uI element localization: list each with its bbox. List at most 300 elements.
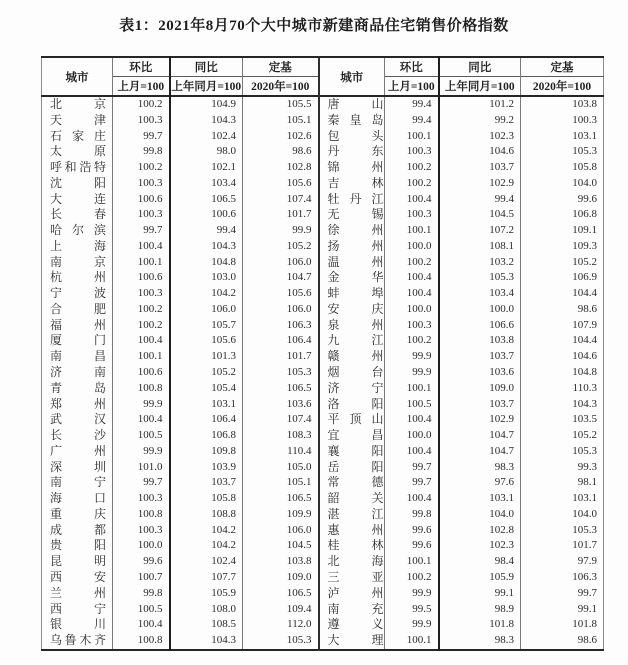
mom-cell: 100.8 [113, 507, 170, 523]
header-yoy-base-right: 上年同月=100 [439, 77, 521, 97]
city-name: 广州 [50, 443, 106, 458]
fixed-cell: 104.3 [521, 397, 604, 413]
city-name: 桂林 [327, 538, 384, 553]
city-cell [42, 460, 113, 476]
city-name: 成都 [50, 522, 106, 537]
mom-cell: 100.1 [113, 349, 170, 365]
city-name: 牡丹江 [327, 191, 384, 206]
mom-cell: 99.4 [385, 96, 439, 113]
fixed-cell: 110.4 [243, 444, 319, 460]
city-name: 北海 [327, 554, 384, 569]
city-name: 无锡 [327, 207, 384, 222]
city-name: 岳阳 [327, 459, 384, 474]
fixed-cell: 107.4 [243, 412, 319, 428]
city-cell [319, 318, 385, 334]
mom-cell: 99.4 [385, 113, 439, 129]
table-row [42, 349, 604, 365]
city-name: 合肥 [50, 301, 106, 316]
city-cell [319, 113, 385, 129]
fixed-cell: 101.7 [243, 349, 319, 365]
city-name: 包头 [327, 128, 384, 143]
city-cell [319, 617, 385, 633]
yoy-cell: 104.7 [439, 444, 521, 460]
mom-cell: 99.9 [385, 349, 439, 365]
header-mom-left: 环比 [113, 57, 170, 77]
fixed-cell: 104.8 [521, 365, 604, 381]
city-cell [42, 507, 113, 523]
city-name: 韶关 [327, 491, 384, 506]
city-cell [319, 349, 385, 365]
city-cell [42, 538, 113, 554]
header-city-right: 城市 [319, 57, 385, 96]
city-name: 吉林 [327, 175, 384, 190]
city-cell [42, 349, 113, 365]
table-row [42, 554, 604, 570]
table-row [42, 207, 604, 223]
city-cell [42, 270, 113, 286]
table-row [42, 381, 604, 397]
table-title: 表1：2021年8月70个大中城市新建商品住宅销售价格指数 [119, 18, 509, 34]
header-city-left: 城市 [65, 71, 89, 84]
mom-cell: 99.7 [113, 223, 170, 239]
fixed-cell: 107.4 [243, 192, 319, 208]
fixed-cell: 106.0 [243, 302, 319, 318]
city-name: 秦皇岛 [327, 112, 384, 127]
city-name: 呼和浩特 [50, 160, 106, 175]
fixed-cell: 98.6 [243, 144, 319, 160]
city-name: 济南 [50, 365, 106, 380]
mom-cell: 99.9 [385, 617, 439, 633]
city-name: 遵义 [327, 617, 384, 632]
table-row [42, 365, 604, 381]
yoy-cell: 105.9 [439, 570, 521, 586]
mom-cell: 100.1 [113, 255, 170, 271]
city-name: 昆明 [50, 554, 106, 569]
city-cell [42, 318, 113, 334]
fixed-cell: 105.3 [521, 144, 604, 160]
fixed-cell: 103.6 [243, 397, 319, 413]
city-name: 平顶山 [327, 412, 384, 427]
mom-cell: 100.5 [113, 602, 170, 618]
yoy-cell: 100.6 [170, 207, 243, 223]
yoy-cell: 102.1 [170, 160, 243, 176]
yoy-cell: 104.0 [439, 507, 521, 523]
city-cell [42, 223, 113, 239]
mom-cell: 100.1 [385, 129, 439, 145]
fixed-cell: 103.8 [243, 554, 319, 570]
city-cell [42, 381, 113, 397]
mom-cell: 100.4 [385, 192, 439, 208]
city-name: 银川 [50, 617, 106, 632]
fixed-cell: 106.5 [243, 381, 319, 397]
fixed-cell: 105.6 [243, 286, 319, 302]
mom-cell: 100.8 [113, 633, 170, 650]
city-cell [319, 586, 385, 602]
city-cell [319, 192, 385, 208]
header-row-main [42, 57, 604, 77]
fixed-cell: 98.6 [521, 633, 604, 650]
table-row [42, 318, 604, 334]
mom-cell: 99.6 [385, 538, 439, 554]
mom-cell: 99.6 [113, 554, 170, 570]
fixed-cell: 104.5 [243, 538, 319, 554]
city-name: 海口 [50, 491, 106, 506]
yoy-cell: 103.7 [439, 397, 521, 413]
city-name: 哈尔滨 [50, 223, 106, 238]
city-name: 乌鲁木齐 [50, 633, 106, 648]
yoy-cell: 105.4 [170, 381, 243, 397]
table-row [42, 270, 604, 286]
city-name: 锦州 [327, 160, 384, 175]
city-cell [42, 333, 113, 349]
price-index-table [41, 56, 604, 651]
yoy-cell: 103.8 [439, 333, 521, 349]
mom-cell: 100.3 [385, 144, 439, 160]
mom-cell: 100.4 [113, 412, 170, 428]
yoy-cell: 103.7 [439, 349, 521, 365]
header-yoy-left: 同比 [170, 57, 243, 77]
city-name: 西安 [50, 569, 106, 584]
fixed-cell: 109.1 [521, 223, 604, 239]
city-cell [42, 176, 113, 192]
city-name: 天津 [50, 112, 106, 127]
fixed-cell: 110.3 [521, 381, 604, 397]
city-cell [42, 444, 113, 460]
table-row [42, 428, 604, 444]
yoy-cell: 101.3 [170, 349, 243, 365]
yoy-cell: 102.9 [439, 176, 521, 192]
table-row [42, 586, 604, 602]
mom-cell: 100.0 [385, 302, 439, 318]
fixed-cell: 105.3 [521, 444, 604, 460]
fixed-cell: 106.8 [521, 207, 604, 223]
table-row [42, 96, 604, 113]
yoy-cell: 104.9 [170, 96, 243, 113]
city-cell [42, 96, 113, 113]
fixed-cell: 104.7 [243, 270, 319, 286]
city-name: 南充 [327, 601, 384, 616]
city-cell [42, 412, 113, 428]
fixed-cell: 105.2 [521, 255, 604, 271]
mom-cell: 100.4 [385, 286, 439, 302]
yoy-cell: 104.5 [439, 207, 521, 223]
yoy-cell: 103.9 [170, 460, 243, 476]
table-row [42, 475, 604, 491]
city-cell [319, 602, 385, 618]
city-cell [319, 223, 385, 239]
mom-cell: 100.3 [113, 113, 170, 129]
fixed-cell: 104.0 [521, 507, 604, 523]
mom-cell: 100.2 [385, 255, 439, 271]
yoy-cell: 106.6 [439, 318, 521, 334]
city-name: 杭州 [50, 270, 106, 285]
city-name: 沈阳 [50, 175, 106, 190]
fixed-cell: 105.3 [243, 365, 319, 381]
yoy-cell: 108.1 [439, 239, 521, 255]
city-name: 青岛 [50, 380, 106, 395]
yoy-cell: 103.4 [170, 176, 243, 192]
fixed-cell: 99.7 [521, 586, 604, 602]
header-fixed-left: 定基 [243, 57, 319, 77]
table-header [42, 57, 604, 96]
table-row [42, 192, 604, 208]
yoy-cell: 103.1 [439, 491, 521, 507]
city-name: 南昌 [50, 349, 106, 364]
city-name: 南宁 [50, 475, 106, 490]
city-name: 长春 [50, 207, 106, 222]
table-row [42, 523, 604, 539]
city-cell [42, 554, 113, 570]
mom-cell: 99.8 [385, 507, 439, 523]
yoy-cell: 109.8 [170, 444, 243, 460]
yoy-cell: 108.8 [170, 507, 243, 523]
table-row [42, 412, 604, 428]
yoy-cell: 104.6 [439, 144, 521, 160]
mom-cell: 100.1 [385, 381, 439, 397]
mom-cell: 100.4 [385, 412, 439, 428]
fixed-cell: 112.0 [243, 617, 319, 633]
yoy-cell: 103.7 [170, 475, 243, 491]
city-cell [42, 255, 113, 271]
city-name: 福州 [50, 317, 106, 332]
city-cell [319, 444, 385, 460]
yoy-cell: 102.9 [439, 412, 521, 428]
fixed-cell: 105.2 [521, 428, 604, 444]
city-name: 惠州 [327, 522, 384, 537]
table-row [42, 129, 604, 145]
city-cell [319, 523, 385, 539]
mom-cell: 100.2 [113, 302, 170, 318]
yoy-cell: 109.0 [439, 381, 521, 397]
fixed-cell: 109.4 [243, 602, 319, 618]
yoy-cell: 100.0 [439, 302, 521, 318]
fixed-cell: 99.6 [521, 192, 604, 208]
mom-cell: 100.0 [385, 239, 439, 255]
mom-cell: 100.1 [385, 633, 439, 650]
city-cell [319, 491, 385, 507]
city-cell [319, 460, 385, 476]
city-name: 常德 [327, 475, 384, 490]
city-cell [42, 302, 113, 318]
yoy-cell: 97.6 [439, 475, 521, 491]
city-cell [42, 491, 113, 507]
city-name: 兰州 [50, 585, 106, 600]
fixed-cell: 102.6 [243, 129, 319, 145]
yoy-cell: 102.3 [439, 129, 521, 145]
city-name: 大连 [50, 191, 106, 206]
city-name: 泸州 [327, 585, 384, 600]
table-body [42, 96, 604, 650]
mom-cell: 99.9 [113, 444, 170, 460]
city-cell [319, 286, 385, 302]
fixed-cell: 102.8 [243, 160, 319, 176]
mom-cell: 100.0 [385, 428, 439, 444]
table-row [42, 144, 604, 160]
table-row [42, 176, 604, 192]
fixed-cell: 105.8 [521, 160, 604, 176]
yoy-cell: 104.8 [170, 255, 243, 271]
fixed-cell: 105.6 [243, 176, 319, 192]
yoy-cell: 98.0 [170, 144, 243, 160]
yoy-cell: 103.7 [439, 160, 521, 176]
city-cell [319, 538, 385, 554]
table-row [42, 570, 604, 586]
city-name: 洛阳 [327, 396, 384, 411]
table-row [42, 113, 604, 129]
yoy-cell: 107.7 [170, 570, 243, 586]
table-row [42, 333, 604, 349]
table-row [42, 286, 604, 302]
fixed-cell: 106.0 [243, 523, 319, 539]
header-yoy-right: 同比 [439, 57, 521, 77]
mom-cell: 99.5 [385, 602, 439, 618]
header-mom-base-right: 上月=100 [385, 77, 439, 97]
fixed-cell: 99.3 [521, 460, 604, 476]
yoy-cell: 99.2 [439, 113, 521, 129]
city-cell [319, 255, 385, 271]
yoy-cell: 105.3 [439, 270, 521, 286]
fixed-cell: 104.4 [521, 333, 604, 349]
mom-cell: 100.4 [113, 333, 170, 349]
city-cell [42, 617, 113, 633]
mom-cell: 99.8 [113, 144, 170, 160]
mom-cell: 100.7 [113, 570, 170, 586]
fixed-cell: 105.3 [521, 523, 604, 539]
fixed-cell: 107.9 [521, 318, 604, 334]
yoy-cell: 105.9 [170, 586, 243, 602]
yoy-cell: 105.8 [170, 491, 243, 507]
yoy-cell: 104.3 [170, 113, 243, 129]
yoy-cell: 99.4 [170, 223, 243, 239]
table-row [42, 397, 604, 413]
city-name: 南京 [50, 254, 106, 269]
fixed-cell: 105.3 [243, 633, 319, 650]
fixed-cell: 103.8 [521, 96, 604, 113]
yoy-cell: 102.3 [439, 538, 521, 554]
yoy-cell: 106.8 [170, 428, 243, 444]
yoy-cell: 99.4 [439, 192, 521, 208]
table-row [42, 491, 604, 507]
city-cell [42, 523, 113, 539]
city-cell [319, 129, 385, 145]
yoy-cell: 108.0 [170, 602, 243, 618]
city-cell [319, 475, 385, 491]
city-name: 丹东 [327, 144, 384, 159]
city-name: 蚌埠 [327, 286, 384, 301]
mom-cell: 100.2 [385, 160, 439, 176]
mom-cell: 100.1 [385, 554, 439, 570]
fixed-cell: 99.9 [243, 223, 319, 239]
yoy-cell: 105.7 [170, 318, 243, 334]
yoy-cell: 98.3 [439, 460, 521, 476]
fixed-cell: 97.9 [521, 554, 604, 570]
table-row [42, 302, 604, 318]
header-yoy-base-left: 上年同月=100 [170, 77, 243, 97]
mom-cell: 99.7 [113, 475, 170, 491]
table-row [42, 223, 604, 239]
header-fixed-right: 定基 [521, 57, 604, 77]
city-name: 徐州 [327, 223, 384, 238]
yoy-cell: 104.3 [170, 239, 243, 255]
fixed-cell: 105.5 [243, 96, 319, 113]
yoy-cell: 104.2 [170, 286, 243, 302]
fixed-cell: 98.1 [521, 475, 604, 491]
table-row [42, 444, 604, 460]
mom-cell: 99.7 [385, 460, 439, 476]
mom-cell: 100.2 [385, 570, 439, 586]
city-name: 湛江 [327, 506, 384, 521]
fixed-cell: 103.1 [521, 129, 604, 145]
yoy-cell: 104.2 [170, 523, 243, 539]
city-cell [319, 96, 385, 113]
city-cell [42, 207, 113, 223]
city-name: 九江 [327, 333, 384, 348]
yoy-cell: 101.8 [439, 617, 521, 633]
fixed-cell: 103.5 [521, 412, 604, 428]
city-name: 太原 [50, 144, 106, 159]
mom-cell: 100.3 [385, 207, 439, 223]
table-row [42, 160, 604, 176]
yoy-cell: 98.3 [439, 633, 521, 650]
yoy-cell: 103.6 [439, 365, 521, 381]
city-cell [319, 507, 385, 523]
city-name: 温州 [327, 254, 384, 269]
fixed-cell: 101.8 [521, 617, 604, 633]
mom-cell: 100.2 [385, 333, 439, 349]
city-name: 大理 [327, 633, 384, 648]
fixed-cell: 106.0 [243, 255, 319, 271]
yoy-cell: 106.4 [170, 412, 243, 428]
fixed-cell: 109.0 [243, 570, 319, 586]
mom-cell: 100.1 [385, 223, 439, 239]
city-cell [319, 633, 385, 650]
city-cell [319, 333, 385, 349]
fixed-cell: 106.3 [243, 318, 319, 334]
yoy-cell: 102.4 [170, 129, 243, 145]
fixed-cell: 104.6 [521, 349, 604, 365]
city-cell [319, 270, 385, 286]
city-cell [319, 554, 385, 570]
table-row [42, 602, 604, 618]
mom-cell: 100.4 [113, 239, 170, 255]
header-mom-right: 环比 [385, 57, 439, 77]
yoy-cell: 102.4 [170, 554, 243, 570]
city-name: 泉州 [327, 317, 384, 332]
yoy-cell: 106.5 [170, 192, 243, 208]
mom-cell: 100.4 [385, 270, 439, 286]
mom-cell: 100.6 [113, 365, 170, 381]
table-row [42, 507, 604, 523]
table-row [42, 538, 604, 554]
city-cell [319, 570, 385, 586]
mom-cell: 100.8 [113, 381, 170, 397]
mom-cell: 100.6 [113, 192, 170, 208]
mom-cell: 100.4 [385, 491, 439, 507]
city-name: 长沙 [50, 428, 106, 443]
city-cell [42, 428, 113, 444]
city-cell [42, 239, 113, 255]
city-name: 赣州 [327, 349, 384, 364]
city-cell [42, 192, 113, 208]
fixed-cell: 101.7 [243, 207, 319, 223]
yoy-cell: 108.5 [170, 617, 243, 633]
yoy-cell: 101.2 [439, 96, 521, 113]
header-fixed-base-right: 2020年=100 [521, 77, 604, 97]
mom-cell: 99.8 [113, 586, 170, 602]
city-cell [42, 129, 113, 145]
city-name: 重庆 [50, 506, 106, 521]
mom-cell: 100.3 [385, 318, 439, 334]
